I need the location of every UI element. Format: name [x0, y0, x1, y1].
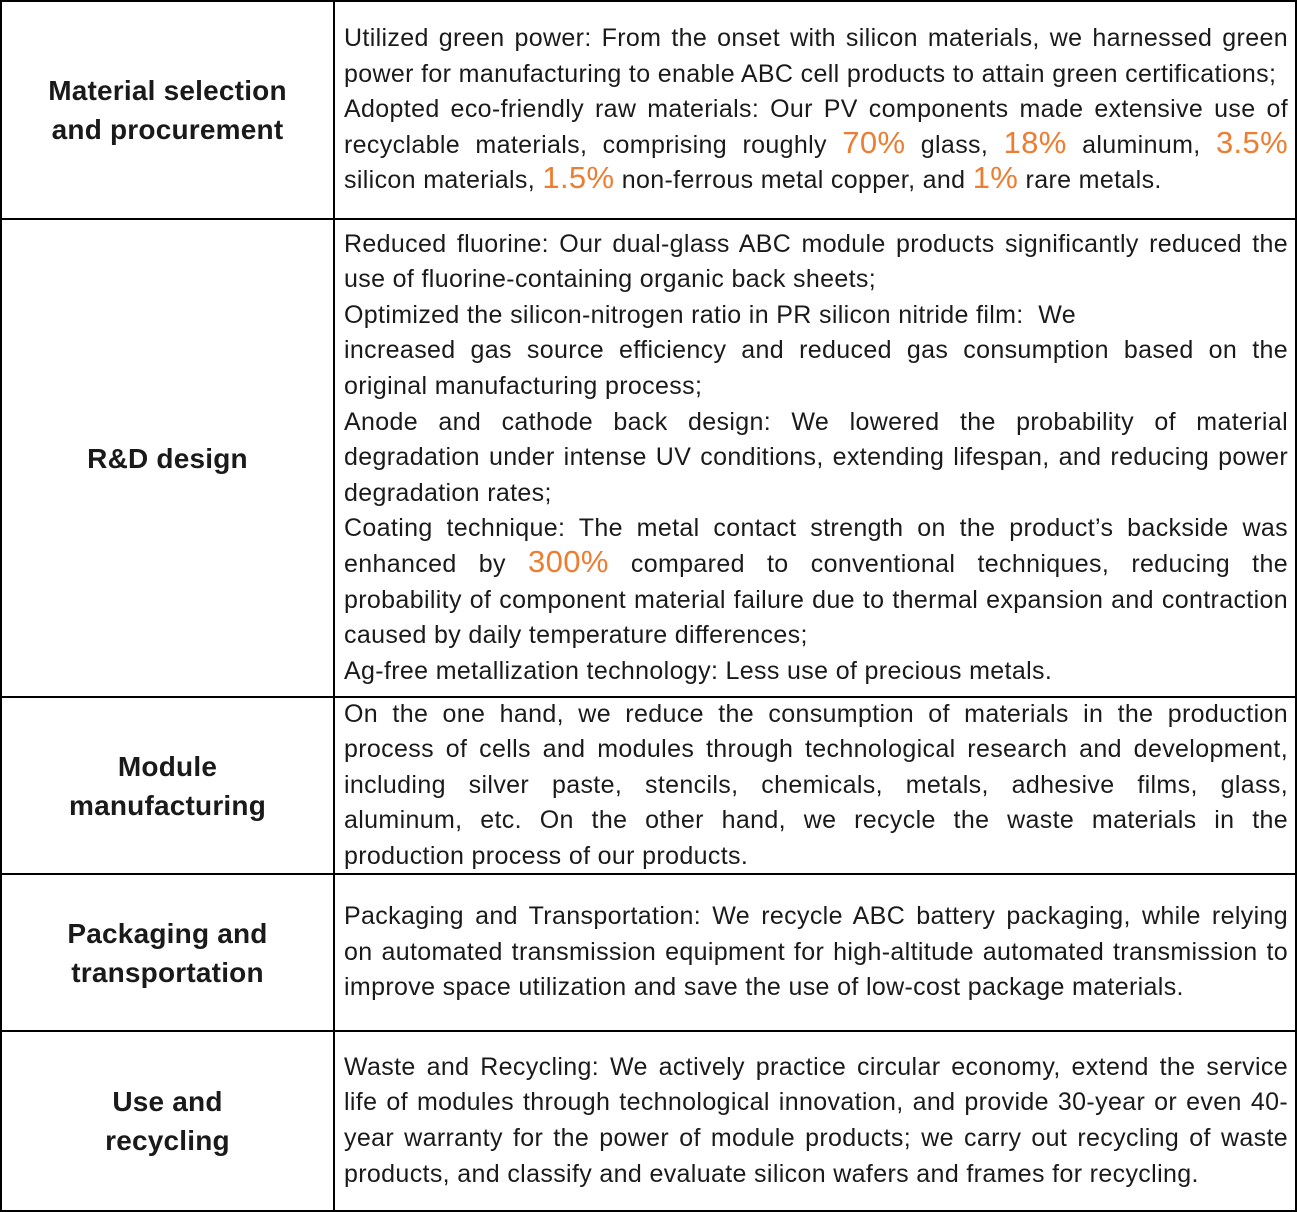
text-run: non-ferrous metal copper, and — [614, 166, 973, 195]
text-run: Waste and Recycling: We actively practice circular economy, extend the service life of modules through technological innovation, and provide 30-year or even 40-year warranty for the power of module products; we carry out recycling of waste products, and classify and evaluate silicon wafers and frames for recycling. — [344, 1052, 1288, 1188]
highlight-percentage: 70% — [842, 124, 906, 160]
table-row — [2, 698, 1295, 875]
table-row — [2, 1032, 1295, 1210]
text-run: On the one hand, we reduce the consumption of materials in the production process of cells and modules through technological research and development, including silver paste, stencils, chemicals, metals, adhesive films, glass, aluminum, etc. On the other hand, we recycle the waste materials in the production process of our products. — [344, 699, 1288, 870]
row-description — [335, 875, 1295, 1030]
highlight-percentage: 3.5% — [1215, 124, 1288, 160]
text-run: rare metals. — [1018, 166, 1162, 195]
row-label — [2, 1032, 335, 1210]
paragraph — [344, 227, 1288, 298]
row-label-line: R&D design — [87, 442, 248, 474]
row-label — [2, 698, 335, 873]
text-run: glass, — [905, 130, 1004, 159]
text-run: silicon materials, — [344, 166, 543, 195]
text-run: increased gas source efficiency and reduced gas consumption based on the original manufacturing process; — [344, 336, 1288, 401]
paragraph — [344, 654, 1288, 690]
row-description — [335, 698, 1295, 873]
paragraph — [344, 1050, 1288, 1192]
row-description — [335, 1032, 1295, 1210]
row-label — [2, 2, 335, 218]
text-run: compared to conventional techniques, reducing the probability of component material failure due to thermal expansion and contraction caused by daily temperature differences; — [344, 549, 1288, 650]
highlight-percentage: 1% — [972, 160, 1019, 196]
text-run: Adopted eco-friendly raw materials: Our PV components made extensive use of recyclable materials, comprising roughly — [344, 95, 1288, 159]
paragraph — [344, 511, 1288, 653]
table-row — [2, 875, 1295, 1032]
highlight-percentage: 1.5% — [542, 160, 615, 196]
highlight-percentage: 18% — [1003, 124, 1067, 160]
row-label-line: Packaging and — [67, 917, 268, 949]
text-run: Reduced fluorine: Our dual-glass ABC module products significantly reduced the use of fluorine-containing organic back sheets; — [344, 229, 1288, 294]
row-label-line: Module — [117, 750, 218, 782]
row-description — [335, 2, 1295, 218]
text-run: Packaging and Transportation: We recycle ABC battery packaging, while relying on automated transmission equipment for high-altitude automated transmission to improve space utilization and save the use of low-cost package materials. — [344, 902, 1288, 1002]
text-run: Coating technique: The metal contact strength on the product’s backside was enhanced by — [344, 514, 1288, 578]
table-row — [2, 2, 1295, 220]
row-label-line: recycling — [105, 1125, 230, 1156]
row-label-line: manufacturing — [68, 789, 267, 821]
text-run: Optimized the silicon-nitrogen ratio in PR silicon nitride film: We — [344, 300, 1076, 329]
paragraph — [344, 405, 1288, 512]
row-description — [335, 220, 1295, 696]
highlight-percentage: 300% — [528, 543, 609, 579]
paragraph — [344, 298, 1288, 334]
row-label-line: Use and — [112, 1086, 223, 1117]
text-run: Utilized green power: From the onset with silicon materials, we harnessed green power for manufacturing to enable ABC cell products to attain green certifications; — [344, 24, 1288, 88]
row-label-line: transportation — [71, 956, 264, 988]
paragraph — [344, 333, 1288, 404]
text-run: Ag-free metallization technology: Less use of precious metals. — [344, 656, 1053, 685]
row-label-line: and procurement — [51, 114, 284, 145]
paragraph — [344, 92, 1288, 199]
text-run: aluminum, — [1066, 130, 1216, 159]
paragraph — [344, 698, 1288, 873]
row-label-line: Material selection — [48, 75, 287, 106]
row-label — [2, 220, 335, 696]
paragraph — [344, 899, 1288, 1006]
table-row — [2, 220, 1295, 698]
row-label — [2, 875, 335, 1030]
text-run: Anode and cathode back design: We lowered the probability of material degradation under intense UV conditions, extending lifespan, and reducing power degradation rates; — [344, 407, 1288, 507]
paragraph — [344, 21, 1288, 92]
